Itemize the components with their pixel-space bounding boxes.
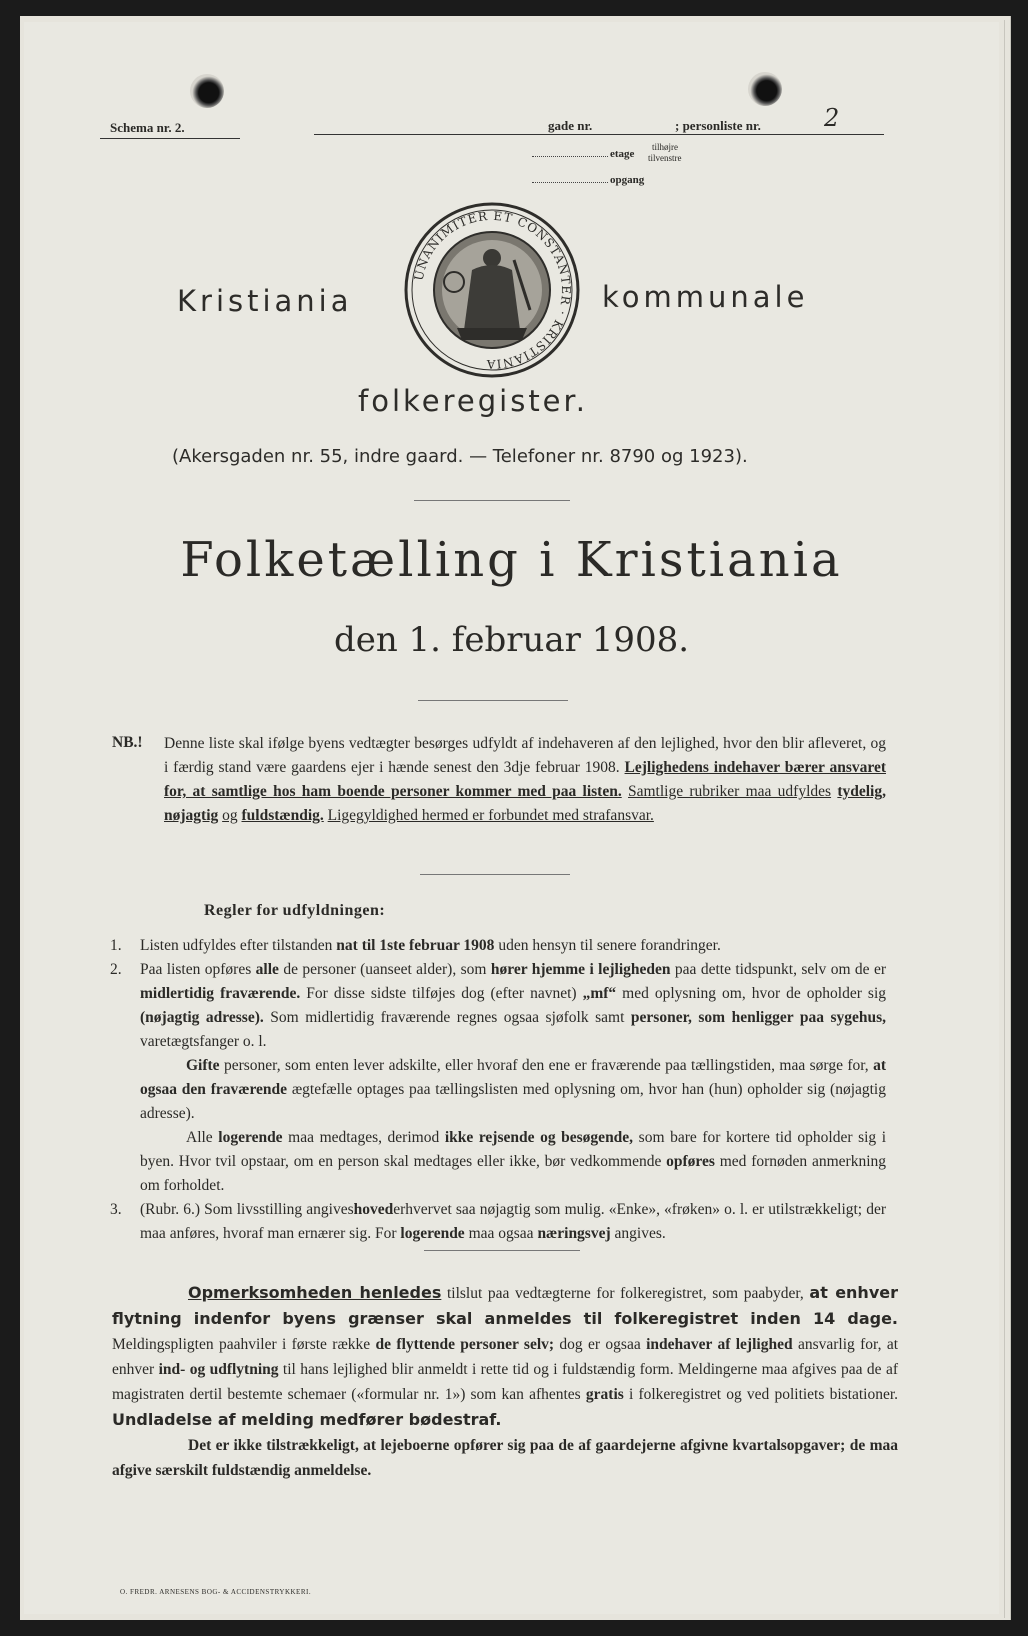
notice-lease: Det er ikke tilstrækkeligt, at lejeboerne opfører sig paa de af gaardejerne afgivne kvartalsopgaver; de maa afgive særskilt fuldstændig anmeldelse. [112,1437,898,1479]
rule-emphasis: alle [255,961,279,978]
rule-text: uden hensyn til senere forandringer. [498,937,721,954]
rule-text: Alle [186,1129,213,1146]
nb-paragraph [164,732,886,828]
rule-1 [110,934,886,958]
notice-heading: Opmerksomheden henledes [188,1283,442,1302]
rule-emphasis: logerende [400,1225,465,1242]
nb-emphasis: tydelig, nøjagtig [164,783,886,824]
notice-text: ansvarlig for, at enhver [112,1336,898,1378]
office-line2: folkeregister. [358,384,589,418]
personliste-label: ; personliste nr. [675,118,761,133]
punch-hole [748,72,782,106]
rule-2-married [140,1054,886,1126]
rule-2 [110,958,887,1054]
opgang-label: opgang [610,174,645,186]
census-form-page [24,22,999,1614]
rule-emphasis: opføres [666,1153,715,1170]
notice-text: dog er ogsaa [559,1336,641,1353]
rule-emphasis: Gifte [186,1057,220,1074]
tilhojre-label: tilhøjre [652,142,678,152]
rule-text: personer, som enten lever adskilte, eller hvoraf den ene er fraværende paa tællingstiden, maa sørge for, [223,1057,869,1074]
rule-text: erhvervet saa nøjagtig som mulig. «Enke», «frøken» o. l. er utilstrækkeligt; der maa anføres, hvoraf man ernærer sig. For [140,1201,887,1242]
office-left: Kristiania [177,284,353,318]
rule-text: med oplysning om, hvor de opholder sig [622,985,886,1002]
rule-emphasis: logerende [218,1129,283,1146]
rule-text: For disse sidste tilføjes dog (efter navnet) [306,985,577,1002]
printer-imprint: O. FREDR. ARNESENS BOG- & ACCIDENSTRYKKERI. [120,1588,312,1596]
rule-3 [110,1198,887,1246]
rule-text: maa medtages, derimod [288,1129,440,1146]
address-line [314,134,884,135]
etage-label: etage [610,148,635,160]
rule-text: som bare for kortere tid opholder sig i byen. Hvor tvil opstaar, om en person skal medtages eller ikke, bør vedkommende [140,1129,887,1170]
notice-penalty: Undladelse af melding medfører bødestraf. [112,1410,502,1429]
schema-underline [100,138,240,139]
rule-text: paa dette tidspunkt, selv om de er [674,961,887,978]
divider [414,500,570,501]
rule-text: maa ogsaa [468,1225,534,1242]
rules-heading: Regler for udfyldningen: [204,902,386,919]
rule-emphasis: midlertidig fraværende. [140,985,301,1002]
rule-number: 1. [110,937,122,954]
office-right: kommunale [602,280,809,314]
rules-list [110,934,887,1246]
nb-penalty: Ligegyldighed hermed er forbundet med strafansvar. [327,807,654,824]
etage-line [532,156,608,157]
tilvenstre-label: tilvenstre [648,153,682,163]
notice-paragraph [112,1280,898,1483]
kristiania-seal [402,200,582,380]
rule-text: Listen udfyldes efter tilstanden [140,937,333,954]
notice-text: i folkeregistret og ved politiets bistationer. [628,1386,899,1403]
personliste-handwritten: 2 [824,104,840,132]
rule-text: ægtefælle optages paa tællingslisten med oplysning om, hvor han (hun) opholder sig (nøjagtig adresse). [140,1081,886,1122]
rule-text: varetægtsfanger o. l. [140,1033,267,1050]
rule-text: angives. [614,1225,666,1242]
notice-emphasis: at enhver flytning indenfor byens grænser skal anmeldes til folkeregistret inden 14 dage. [112,1283,898,1328]
rule-text: de personer (uanseet alder), som [283,961,487,978]
notice-text: tilslut paa vedtægterne for folkeregistret, som paabyder, [446,1285,804,1302]
rule-text: (Rubr. 6.) Som livsstilling angives [140,1201,354,1218]
rule-text: Som midlertidig fraværende regnes ogsaa sjøfolk samt [270,1009,625,1026]
office-address: (Akersgaden nr. 55, indre gaard. — Telefoner nr. 8790 og 1923). [172,446,748,467]
gade-label: gade nr. [548,118,593,133]
rule-emphasis: nat til 1ste februar 1908 [336,937,495,954]
opgang-line [532,182,608,183]
rule-emphasis: personer, som henligger paa sygehus, [630,1009,887,1026]
rule-2-lodgers [140,1126,886,1198]
rule-emphasis: „mf“ [582,985,617,1002]
divider [418,700,568,701]
main-title: Folketælling i Kristiania [180,532,843,588]
seal-text: UNANIMITER ET CONSTANTER · KRISTIANIA [411,208,574,372]
notice-text: Meldingspligten paahviler i første række [112,1336,371,1353]
rule-text: Paa listen opføres [140,961,252,978]
nb-responsibility: Lejlighedens indehaver bærer ansvaret for, at samtlige hos ham boende personer kommer med paa listen. [164,759,887,800]
divider [420,874,570,875]
schema-number: Schema nr. 2. [110,120,185,135]
nb-text: Samtlige rubriker maa udfyldes [628,783,832,800]
main-subtitle: den 1. februar 1908. [333,620,690,660]
nb-text: Denne liste skal ifølge byens vedtægter besørges udfyldt af indehaveren af den lejlighed, hvor den blir afleveret, og i færdig stand være gaardens ejer i hænde senest den 3dje februar 1908. [164,735,886,776]
nb-label: NB.! [112,734,143,751]
rule-emphasis: hoved [353,1201,394,1218]
divider [424,1250,580,1251]
rule-number: 2. [110,961,122,978]
nb-emphasis: fuldstændig. [241,807,324,824]
rule-number: 3. [110,1201,122,1218]
punch-hole [190,74,224,108]
notice-emphasis: de flyttende personer selv; [375,1336,555,1353]
rule-emphasis: hører hjemme i lejligheden [490,961,671,978]
nb-text: og [222,807,238,824]
notice-emphasis: ind- og udflytning [158,1361,279,1378]
notice-emphasis: indehaver af lejlighed [646,1336,793,1353]
rule-emphasis: (nøjagtig adresse). [140,1009,264,1026]
notice-text: til hans lejlighed blir anmeldt i rette tid og i fuldstændig form. Meldingerne maa afgives paa de af magistraten dertil bestemte schemaer («formular nr. 1») som kan afhentes [112,1361,898,1403]
rule-emphasis: at ogsaa den fraværende [140,1057,887,1098]
rule-emphasis: ikke rejsende og besøgende, [444,1129,634,1146]
notice-emphasis: gratis [585,1386,624,1403]
rule-text: med fornøden anmerkning om forholdet. [140,1153,886,1194]
rule-emphasis: næringsvej [537,1225,611,1242]
